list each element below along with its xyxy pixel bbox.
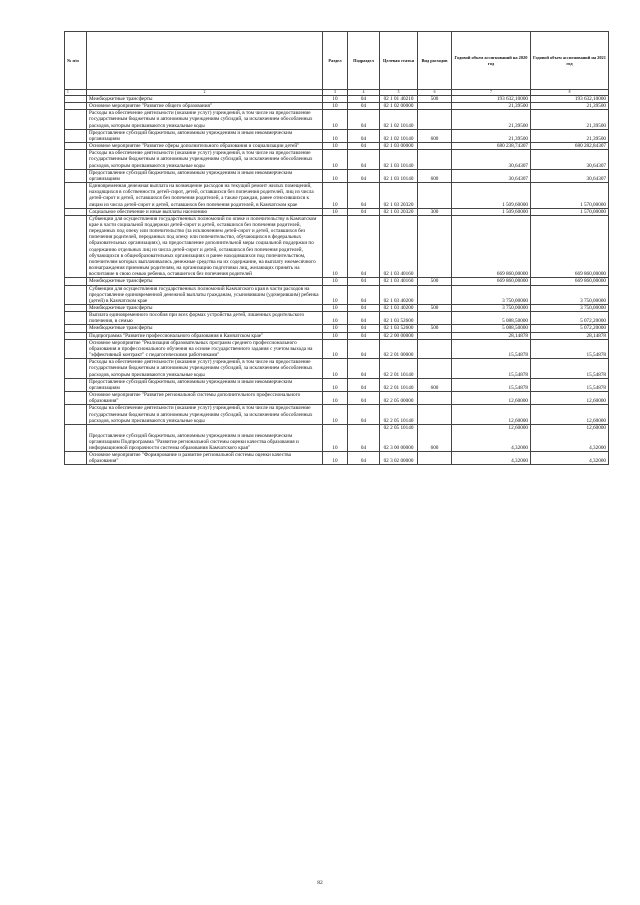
row-target-code-cell: 02 1 02 10140 [380,110,418,129]
row-name-cell: Основное мероприятие "Формирование и развитие региональной системы оценки качества образования" [87,452,323,465]
row-name-cell: Межбюджетные трансферты [87,325,323,332]
row-name-cell: Выплата единовременного пособия при всех формах устройства детей, лишенных родительского попечения, в семью [87,312,323,325]
row-amount-2020-cell: 15,54878 [452,359,531,378]
row-expense-type-cell: 500 [418,325,452,332]
row-number-cell [65,359,87,378]
row-expense-type-cell: 600 [418,424,452,451]
row-number-cell [65,150,87,169]
row-target-code-cell: 02 2 05 00000 [380,392,418,405]
row-number-cell [65,405,87,424]
row-target-code-cell: 02 1 03 20320 [380,208,418,215]
row-name-cell: Предоставление субсидий бюджетным, автономным учреждениям и иным некоммерческим организациям Подпрограмма "Развитие региональной системы оценки качества образования и информационной прозрачности системы образования Камчатского края" [87,424,323,451]
row-target-code-cell: 02 2 00 00000 [380,332,418,339]
row-subsection-cell: 04 [348,150,380,169]
table-body [65,96,609,465]
table-row [65,143,609,150]
column-index: 1 [65,90,87,96]
column-index: 2 [87,90,323,96]
row-section-cell: 10 [323,325,348,332]
row-target-code-cell: 02 2 05 10140 [380,405,418,424]
row-subsection-cell: 04 [348,143,380,150]
row-section-cell: 10 [323,392,348,405]
row-number-cell [65,183,87,209]
row-expense-type-cell [418,285,452,304]
row-amount-2020-cell: 669 860,00000 [452,215,531,278]
row-name-cell: Основное мероприятие "Реализация образовательных программ среднего профессионального образования и профессионального обучения на основе государственного задания с учетом выхода на "эффективный контракт" с педагогическими работниками" [87,339,323,358]
header-col-2021: Годовой объем ассигнований на 2021 год [531,32,609,90]
table-row [65,424,609,451]
table-row [65,305,609,312]
row-section-cell: 10 [323,208,348,215]
column-index: 4 [348,90,380,96]
table-row [65,339,609,358]
row-amount-2021-cell: 1 570,00000 [531,183,609,209]
row-target-code-cell [380,424,418,451]
row-expense-type-cell: 600 [418,129,452,142]
row-subsection-cell: 04 [348,129,380,142]
row-subsection-cell: 04 [348,405,380,424]
row-number-cell [65,96,87,103]
row-target-code-cell-value-second: 02 3 00 00000 [383,444,414,451]
row-name-cell: Расходы на обеспечение деятельности (оказание услуг) учреждений, в том числе на предоставление государственным бюджетным и автономным учреждениям субсидий, за исключением обособленных расходов, которым присваиваются уникальные коды [87,359,323,378]
row-amount-2020-cell: 3 750,00000 [452,285,531,304]
row-name-cell: Расходы на обеспечение деятельности (оказание услуг) учреждений, в том числе на предоставление государственным бюджетным и автономным учреждениям субсидий, за исключением обособленных расходов, которым присваиваются уникальные коды [87,405,323,424]
row-target-code-cell: 02 2 01 00000 [380,339,418,358]
row-number-cell [65,278,87,285]
row-amount-2020-cell-value-second: 4,32000 [511,444,528,451]
row-target-code-cell: 02 1 02 10140 [380,129,418,142]
row-target-code-cell: 02 1 03 40200 [380,285,418,304]
row-expense-type-cell: 300 [418,208,452,215]
row-expense-type-cell [418,150,452,169]
row-amount-2020-cell: 669 860,00000 [452,278,531,285]
row-name-cell: Основное мероприятие "Развитие региональной системы дополнительного профессионального образования" [87,392,323,405]
row-name-cell: Межбюджетные трансферты [87,96,323,103]
row-amount-2021-cell: 28,14878 [531,332,609,339]
header-col-2020: Годовой объем ассигнований на 2020 год [452,32,531,90]
row-section-cell: 10 [323,452,348,465]
row-subsection-cell: 04 [348,392,380,405]
table-row [65,110,609,129]
row-amount-2021-cell: 21,39500 [531,110,609,129]
row-subsection-cell: 04 [348,359,380,378]
column-index: 7 [452,90,531,96]
table-row [65,183,609,209]
row-subsection-cell: 04 [348,208,380,215]
row-expense-type-cell [418,183,452,209]
row-amount-2020-cell: 680 238,74307 [452,143,531,150]
row-amount-2021-cell: 30,64307 [531,150,609,169]
row-number-cell [65,392,87,405]
table-row [65,378,609,391]
column-index: 3 [323,90,348,96]
row-amount-2020-cell-value: 12,60000 [508,424,528,431]
row-amount-2021-cell-value: 12,60000 [586,424,606,431]
row-amount-2020-cell: 21,39500 [452,110,531,129]
row-name-cell: Субвенции для осуществления государственных полномочий по опеке и попечительству в Камчатском крае в части социальной поддержки детей-сирот и детей, оставшихся без попечения родителей, переданных под опеку или попечительство (за исключением детей-сирот и детей, оставшихся без попечения родителей, переданных под опеку или попечительство, обучающихся в федеральных образовательных организациях), на предоставление дополнительной меры социальной поддержки по содержанию отдельных лиц из числа детей-сирот и детей, оставшихся без попечения родителей, обучающихся в общеобразовательных организациях и ранее находившихся под попечительством, попечителям которых выплачивались денежные средства на их содержание, на выплату ежемесячного вознаграждения приемным родителям, на организацию подготовки лиц, желающих принять на воспитание в свою семью ребенка, оставшегося без попечения родителей [87,215,323,278]
row-number-cell [65,103,87,110]
row-target-code-cell: 02 1 03 20320 [380,183,418,209]
row-amount-2021-cell: 15,54878 [531,339,609,358]
row-section-cell: 10 [323,96,348,103]
row-name-cell: Расходы на обеспечение деятельности (оказание услуг) учреждений, в том числе на предоставление государственным бюджетным и автономным учреждениям субсидий, за исключением обособленных расходов, которым присваиваются уникальные коды [87,110,323,129]
row-number-cell [65,378,87,391]
row-target-code-cell: 02 1 03 40160 [380,278,418,285]
row-expense-type-cell [418,339,452,358]
row-amount-2021-cell: 21,39500 [531,129,609,142]
row-amount-2020-cell: 15,54878 [452,339,531,358]
row-amount-2020-cell: 12,60000 [452,392,531,405]
row-subsection-cell: 04 [348,285,380,304]
row-number-cell [65,169,87,182]
row-name-cell: Субвенции для осуществления государственных полномочий Камчатского края в части расходов на предоставление единовременной денежной выплаты гражданам, усыновившим (удочерившим) ребенка (детей) в Камчатском крае [87,285,323,304]
row-name-cell: Социальное обеспечение и иные выплаты населению [87,208,323,215]
row-name-cell: Основное мероприятие "Развитие общего образования" [87,103,323,110]
row-amount-2021-cell: 4,32000 [531,452,609,465]
table-row [65,312,609,325]
row-name-cell: Расходы на обеспечение деятельности (оказание услуг) учреждений, в том числе на предоставление государственным бюджетным и автономным учреждениям субсидий, за исключением обособленных расходов, которым присваиваются уникальные коды [87,150,323,169]
row-expense-type-cell [418,392,452,405]
table-row [65,129,609,142]
row-subsection-cell: 04 [348,325,380,332]
row-subsection-cell: 04 [348,169,380,182]
row-target-code-cell: 02 1 03 10140 [380,169,418,182]
table-row [65,452,609,465]
row-section-cell: 10 [323,143,348,150]
row-number-cell [65,312,87,325]
table-row [65,208,609,215]
row-target-code-cell: 02 3 02 00000 [380,452,418,465]
row-section-cell: 10 [323,129,348,142]
table-row [65,285,609,304]
row-amount-2020-cell: 1 509,60000 [452,208,531,215]
row-name-cell: Межбюджетные трансферты [87,305,323,312]
row-expense-type-cell [418,143,452,150]
row-amount-2020-cell: 3 750,00000 [452,305,531,312]
row-section-cell: 10 [323,424,348,451]
row-expense-type-cell [418,359,452,378]
row-subsection-cell: 04 [348,378,380,391]
row-expense-type-cell [418,103,452,110]
row-section-cell: 10 [323,405,348,424]
row-expense-type-cell [418,312,452,325]
page-number: 82 [317,880,323,886]
row-section-cell: 10 [323,169,348,182]
column-index: 8 [531,90,609,96]
row-section-cell: 10 [323,285,348,304]
row-amount-2020-cell [452,424,531,451]
row-section-cell: 10 [323,378,348,391]
row-amount-2021-cell: 5 072,20000 [531,325,609,332]
row-subsection-cell: 04 [348,424,380,451]
row-target-code-cell: 02 1 01 40210 [380,96,418,103]
row-number-cell [65,285,87,304]
row-section-cell: 10 [323,215,348,278]
row-subsection-cell: 04 [348,339,380,358]
row-name-cell: Единовременная денежная выплата на возмещение расходов на текущий ремонт жилых помещений, находящихся в собственности детей-сирот, детей, оставшихся без попечения родителей, лиц из числа детей-сирот и детей, оставшихся без попечения родителей, а также граждан, ранее относившихся к лицам из числа детей-сирот и детей, оставшихся без попечения родителей, в Камчатском крае [87,183,323,209]
row-section-cell: 10 [323,183,348,209]
row-target-code-cell: 02 1 03 52600 [380,325,418,332]
row-amount-2021-cell: 669 860,00000 [531,278,609,285]
table-row [65,405,609,424]
row-expense-type-cell: 500 [418,278,452,285]
row-target-code-cell: 02 1 03 40200 [380,305,418,312]
row-target-code-cell: 02 1 03 00000 [380,143,418,150]
row-amount-2021-cell: 15,54878 [531,378,609,391]
row-target-code-cell: 02 1 02 00000 [380,103,418,110]
row-target-code-cell: 02 1 03 10140 [380,150,418,169]
row-amount-2021-cell: 3 750,00000 [531,305,609,312]
column-index: 6 [418,90,452,96]
row-amount-2021-cell: 30,64307 [531,169,609,182]
table-row [65,103,609,110]
header-col-expense-type: Вид расходов [418,32,452,90]
row-subsection-cell: 04 [348,332,380,339]
row-amount-2020-cell: 15,54878 [452,378,531,391]
row-amount-2021-cell: 1 570,00000 [531,208,609,215]
table-row [65,325,609,332]
row-subsection-cell: 04 [348,305,380,312]
row-number-cell [65,110,87,129]
row-target-code-cell: 02 1 03 40160 [380,215,418,278]
row-subsection-cell: 04 [348,183,380,209]
row-number-cell [65,305,87,312]
row-section-cell: 10 [323,359,348,378]
row-target-code-cell: 02 2 01 10140 [380,359,418,378]
row-amount-2021-cell [531,424,609,451]
row-subsection-cell: 04 [348,110,380,129]
row-name-cell: Межбюджетные трансферты [87,278,323,285]
row-name-cell: Основное мероприятие "Развитие сферы дополнительного образования и социализации детей" [87,143,323,150]
row-number-cell [65,215,87,278]
row-section-cell: 10 [323,278,348,285]
row-amount-2020-cell: 21,39500 [452,103,531,110]
row-amount-2020-cell: 30,64307 [452,150,531,169]
table-row [65,96,609,103]
table-row [65,169,609,182]
table-row [65,392,609,405]
table-row [65,332,609,339]
row-amount-2021-cell: 680 282,84307 [531,143,609,150]
row-expense-type-cell [418,332,452,339]
header-col-name [87,32,323,90]
row-subsection-cell: 04 [348,312,380,325]
header-col-section: Раздел [323,32,348,90]
row-subsection-cell: 04 [348,215,380,278]
column-index: 5 [380,90,418,96]
row-section-cell: 10 [323,339,348,358]
row-amount-2021-cell-value-second: 4,32000 [589,444,606,451]
row-number-cell [65,452,87,465]
row-subsection-cell: 04 [348,96,380,103]
row-name-cell: Подпрограмма "Развитие профессионального образования в Камчатском крае" [87,332,323,339]
row-number-cell [65,332,87,339]
row-name-cell: Предоставление субсидий бюджетным, автономным учреждениям и иным некоммерческим организациям [87,129,323,142]
row-expense-type-cell: 500 [418,305,452,312]
row-amount-2020-cell: 5 088,50000 [452,312,531,325]
row-expense-type-cell: 500 [418,96,452,103]
row-amount-2020-cell: 21,39500 [452,129,531,142]
row-target-code-cell-value: 02 2 05 10140 [383,424,414,431]
row-amount-2021-cell: 3 750,00000 [531,285,609,304]
row-number-cell [65,339,87,358]
row-amount-2020-cell: 12,60000 [452,405,531,424]
row-section-cell: 10 [323,305,348,312]
row-expense-type-cell [418,215,452,278]
table-row [65,359,609,378]
row-amount-2021-cell: 12,60000 [531,405,609,424]
row-number-cell [65,129,87,142]
row-section-cell: 10 [323,103,348,110]
row-number-cell [65,208,87,215]
table-header [65,32,609,96]
row-subsection-cell: 04 [348,103,380,110]
row-amount-2021-cell: 5 072,20000 [531,312,609,325]
table-row [65,150,609,169]
budget-table [64,31,609,465]
row-number-cell [65,325,87,332]
row-expense-type-cell [418,405,452,424]
row-subsection-cell: 04 [348,452,380,465]
row-amount-2021-cell: 15,54878 [531,359,609,378]
row-expense-type-cell: 600 [418,378,452,391]
row-section-cell: 10 [323,332,348,339]
row-amount-2020-cell: 30,64307 [452,169,531,182]
table-row [65,278,609,285]
row-number-cell [65,143,87,150]
row-amount-2021-cell: 669 860,00000 [531,215,609,278]
row-amount-2020-cell: 4,32000 [452,452,531,465]
header-col-target: Целевая статья [380,32,418,90]
table-row [65,215,609,278]
row-subsection-cell: 04 [348,278,380,285]
row-name-cell: Предоставление субсидий бюджетным, автономным учреждениям и иным некоммерческим организациям [87,169,323,182]
row-amount-2021-cell: 12,60000 [531,392,609,405]
row-amount-2021-cell: 193 632,10000 [531,96,609,103]
row-amount-2020-cell: 5 088,50000 [452,325,531,332]
row-target-code-cell: 02 1 03 52600 [380,312,418,325]
row-name-cell: Предоставление субсидий бюджетным, автономным учреждениям и иным некоммерческим организациям [87,378,323,391]
row-target-code-cell: 02 2 01 10140 [380,378,418,391]
row-number-cell [65,424,87,451]
row-expense-type-cell [418,110,452,129]
budget-table-sheet [64,31,608,465]
row-expense-type-cell [418,452,452,465]
row-section-cell: 10 [323,110,348,129]
row-amount-2020-cell: 28,14878 [452,332,531,339]
row-expense-type-cell: 600 [418,169,452,182]
row-amount-2020-cell: 1 509,60000 [452,183,531,209]
header-col-subsection: Подраздел [348,32,380,90]
header-col-number: № п/п [65,32,87,90]
row-amount-2021-cell: 21,39500 [531,103,609,110]
row-amount-2020-cell: 193 632,10000 [452,96,531,103]
row-section-cell: 10 [323,150,348,169]
row-section-cell: 10 [323,312,348,325]
